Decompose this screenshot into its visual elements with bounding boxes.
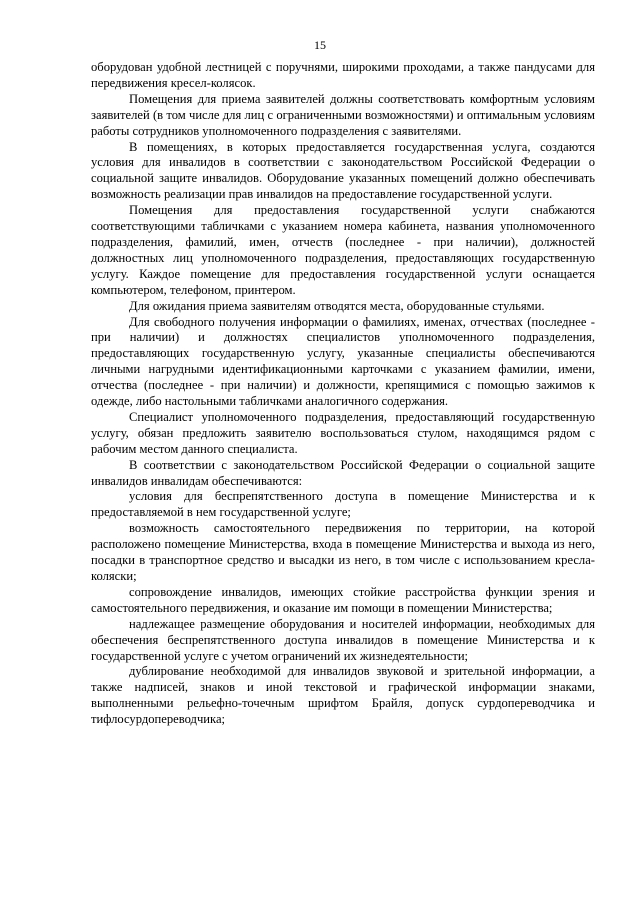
page-number: 15 (314, 38, 326, 52)
paragraph-continuation: оборудован удобной лестницей с поручнями, широкими проходами, а также пандусами для передвижения кресел-колясок. (91, 60, 595, 90)
list-item-independent-movement: возможность самостоятельного передвижения по территории, на которой расположено помещение Министерства, входа в помещение Министерства и выхода из него, посадки в транспортное средство и высадки из него, в том числе с использованием кресла-коляски; (91, 521, 595, 583)
paragraph-signage: Помещения для предоставления государственной услуги снабжаются соответствующими табличками с указанием номера кабинета, названия уполномоченного подразделения, фамилий, имен, отчеств (последнее - при наличии), должностей должностных лиц уполномоченного подразделения, предоставляющих государственную услугу. Каждое помещение для предоставления государственной услуги оснащается компьютером, телефоном, принтером. (91, 203, 595, 297)
list-item-duplication: дублирование необходимой для инвалидов звуковой и зрительной информации, а также надписей, знаков и иной текстовой и графической информации знаками, выполненными рельефно-точечным шрифтом Брайля, допуск сурдопереводчика и тифлосурдопереводчика; (91, 664, 595, 727)
list-item-escort: сопровождение инвалидов, имеющих стойкие расстройства функции зрения и самостоятельного передвижения, и оказание им помощи в помещении Министерства; (91, 584, 595, 615)
paragraph-offer-chair: Специалист уполномоченного подразделения, предоставляющий государственную услугу, обязан предложить заявителю воспользоваться стулом, находящимся рядом с рабочим местом данного специалиста. (91, 409, 595, 456)
paragraph-disabled-conditions: В помещениях, в которых предоставляется государственная услуга, создаются условия для инвалидов в соответствии с законодательством Российской Федерации о социальной защите инвалидов. Оборудование указанных помещений должно обеспечивать возможность реализации прав инвалидов на предоставление государственной услуги. (91, 139, 595, 202)
document-body (91, 60, 595, 728)
paragraph-badges: Для свободного получения информации о фамилиях, именах, отчествах (последнее - при наличии) и должностях специалистов уполномоченного подразделения, предоставляющих государственную услугу, указанные специалисты обеспечиваются личными нагрудными идентификационными карточками с указанием фамилии, имени, отчества (последнее - при наличии) и должности, крепящимися с помощью зажимов к одежде, либо настольными табличками аналогичного содержания. (91, 314, 595, 409)
paragraph-waiting-seats: Для ожидания приема заявителям отводятся места, оборудованные стульями. (129, 298, 545, 313)
paragraph-legal-provision: В соответствии с законодательством Российской Федерации о социальной защите инвалидов инвалидам обеспечиваются: (91, 457, 595, 488)
list-item-equipment-placement: надлежащее размещение оборудования и носителей информации, необходимых для обеспечения беспрепятственного доступа инвалидов в помещение Министерства и к государственной услуге с учетом ограничений их жизнедеятельности; (91, 616, 595, 663)
list-item-access-conditions: условия для беспрепятственного доступа в помещение Министерства и к предоставляемой в нем государственной услуге; (91, 489, 595, 520)
paragraph-premises-comfort: Помещения для приема заявителей должны соответствовать комфортным условиям заявителей (в том числе для лиц с ограниченными возможностями) и оптимальным условиям работы сотрудников уполномоченного подразделения с заявителями. (91, 91, 595, 138)
